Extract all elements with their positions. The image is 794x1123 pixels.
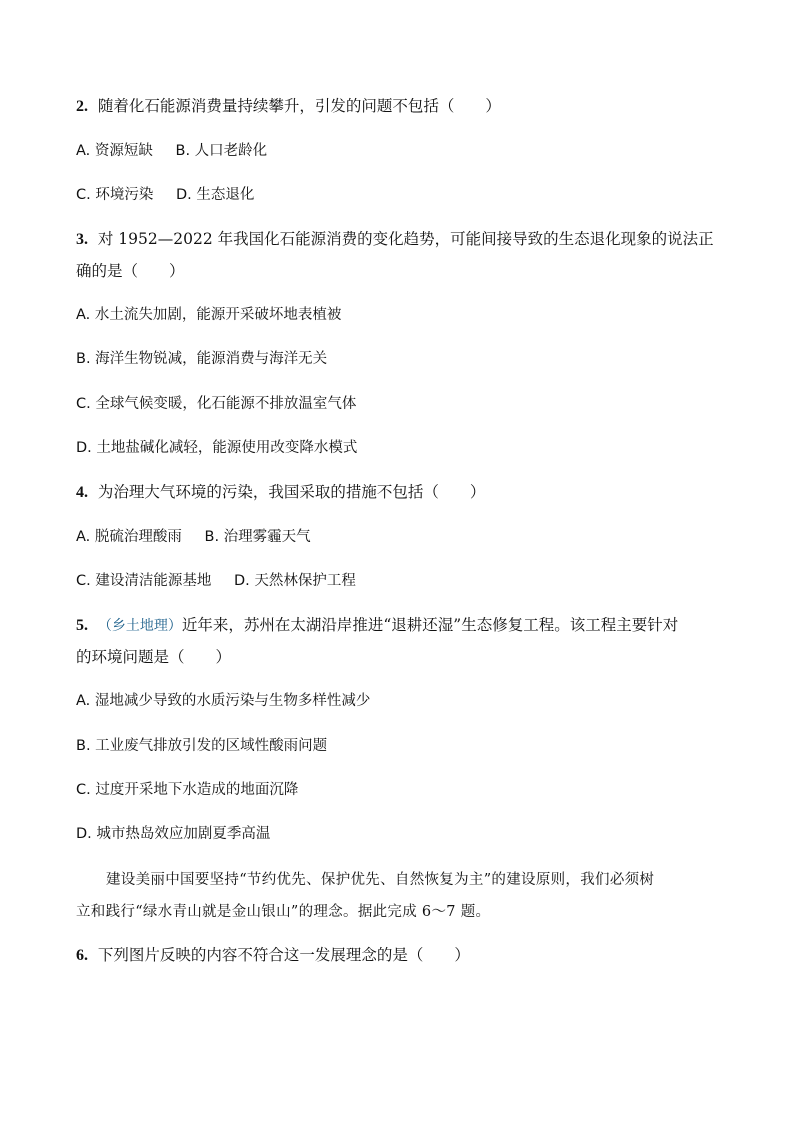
question-5-stem-line-1: [76, 615, 734, 636]
question-4-options-row-2: [76, 571, 734, 591]
option-a: A. 资源短缺: [76, 143, 153, 159]
option-c: C. 建设清洁能源基地: [76, 573, 212, 589]
question-text: 为治理大气环境的污染，我国采取的措施不包括（ ）: [97, 483, 486, 501]
option-a: A. 湿地减少导致的水质污染与生物多样性减少: [76, 693, 371, 709]
question-6-stem: [76, 945, 734, 966]
option-b: B. 工业废气排放引发的区域性酸雨问题: [76, 738, 328, 754]
option-c: C. 全球气候变暖，化石能源不排放温室气体: [76, 396, 357, 412]
option-a: A. 水土流失加剧，能源开采破坏地表植被: [76, 307, 342, 323]
question-2-stem: [76, 96, 734, 117]
option-c: C. 环境污染: [76, 187, 154, 203]
option-b: B. 治理雾霾天气: [204, 529, 311, 545]
question-text: 的环境问题是（ ）: [76, 648, 232, 666]
option-d: D. 天然林保护工程: [233, 573, 356, 589]
question-text: 下列图片反映的内容不符合这一发展理念的是（ ）: [97, 946, 470, 964]
option-b: B. 海洋生物锐减，能源消费与海洋无关: [76, 351, 328, 367]
question-number: 3.: [76, 231, 88, 248]
question-2-options-row-2: [76, 185, 734, 205]
option-d: D. 城市热岛效应加剧夏季高温: [76, 826, 271, 842]
question-number: 2.: [76, 98, 88, 115]
question-text: 近年来，苏州在太湖沿岸推进“退耕还湿”生态修复工程。该工程主要针对: [181, 616, 679, 634]
option-b: B. 人口老龄化: [175, 143, 268, 159]
question-number: 4.: [76, 484, 88, 501]
question-2-options-row-1: [76, 141, 734, 161]
question-3-stem-line-1: [76, 229, 734, 250]
question-4-stem: [76, 482, 734, 503]
question-text: 确的是（ ）: [76, 262, 185, 280]
option-c: C. 过度开采地下水造成的地面沉降: [76, 782, 299, 798]
material-line-2: 立和践行“绿水青山就是金山银山”的理念。据此完成 6～7 题。: [76, 904, 491, 920]
question-number: 5.: [76, 617, 88, 634]
option-a: A. 脱硫治理酸雨: [76, 529, 182, 545]
material-line-1: 建设美丽中国要坚持“节约优先、保护优先、自然恢复为主”的建设原则，我们必须树: [106, 872, 655, 888]
question-text: 对 1952—2022 年我国化石能源消费的变化趋势，可能间接导致的生态退化现象的说法正: [97, 230, 714, 248]
question-number: 6.: [76, 947, 88, 964]
question-4-options-row-1: [76, 527, 734, 547]
question-5-stem-line-2: [76, 647, 734, 667]
question-3-stem-line-2: [76, 261, 734, 281]
category-tag: （乡土地理）: [97, 618, 182, 634]
question-text: 随着化石能源消费量持续攀升，引发的问题不包括（ ）: [97, 97, 501, 115]
option-d: D. 土地盐碱化减轻，能源使用改变降水模式: [76, 440, 358, 456]
option-d: D. 生态退化: [175, 187, 255, 203]
